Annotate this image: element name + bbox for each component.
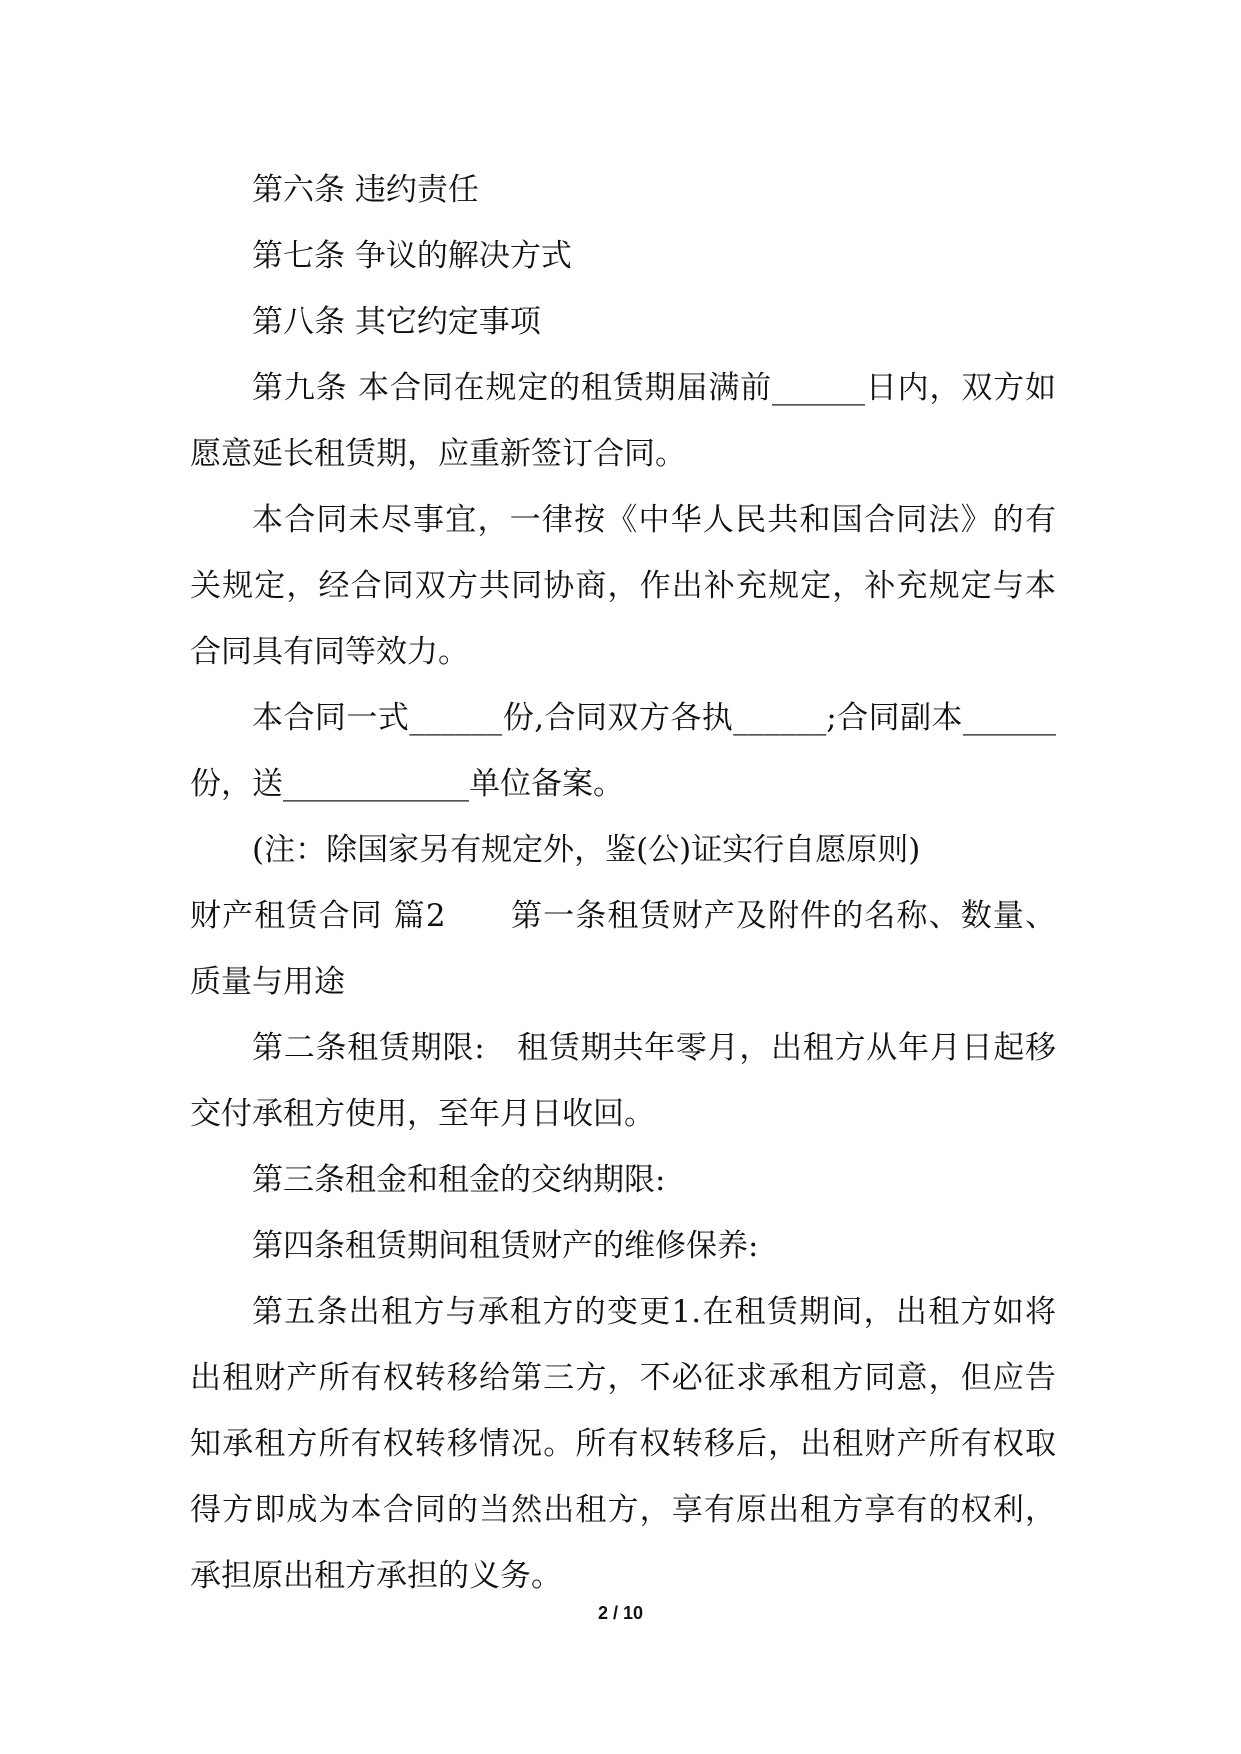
paragraph-party-change: 第五条出租方与承租方的变更1.在租赁期间，出租方如将出租财产所有权转移给第三方，不必征求承租方同意，但应告知承租方所有权转移情况。所有权转移后，出租财产所有权取得方即成为本合同的当然出租方，享有原出租方享有的权利，承担原出租方承担的义务。 xyxy=(190,1294,1056,1594)
page-number: 2 / 10 xyxy=(597,1603,644,1623)
paragraph-article-6: 第六条 违约责任 xyxy=(252,172,479,208)
paragraph-article-9: 第九条 本合同在规定的租赁期届满前______日内，双方如愿意延长租赁期，应重新签订合同。 xyxy=(190,370,1056,472)
paragraph-rent-payment: 第三条租金和租金的交纳期限: xyxy=(252,1162,666,1198)
paragraph-article-7: 第七条 争议的解决方式 xyxy=(252,238,572,274)
document-body xyxy=(190,157,1056,1609)
paragraph-section-2-heading: 财产租赁合同 篇2 第一条租赁财产及附件的名称、数量、质量与用途 xyxy=(190,898,1056,1000)
paragraph-note: (注：除国家另有规定外，鉴(公)证实行自愿原则) xyxy=(252,832,921,868)
paragraph-lease-term: 第二条租赁期限: 租赁期共年零月，出租方从年月日起移交付承租方使用，至年月日收回。 xyxy=(190,1030,1056,1132)
paragraph-copies: 本合同一式______份,合同双方各执______;合同副本______份，送____________单位备案。 xyxy=(190,700,1056,802)
paragraph-article-8: 第八条 其它约定事项 xyxy=(252,304,541,340)
paragraph-unresolved-matters: 本合同未尽事宜，一律按《中华人民共和国合同法》的有关规定，经合同双方共同协商，作出补充规定，补充规定与本合同具有同等效力。 xyxy=(190,502,1056,670)
paragraph-maintenance: 第四条租赁期间租赁财产的维修保养: xyxy=(252,1228,759,1264)
